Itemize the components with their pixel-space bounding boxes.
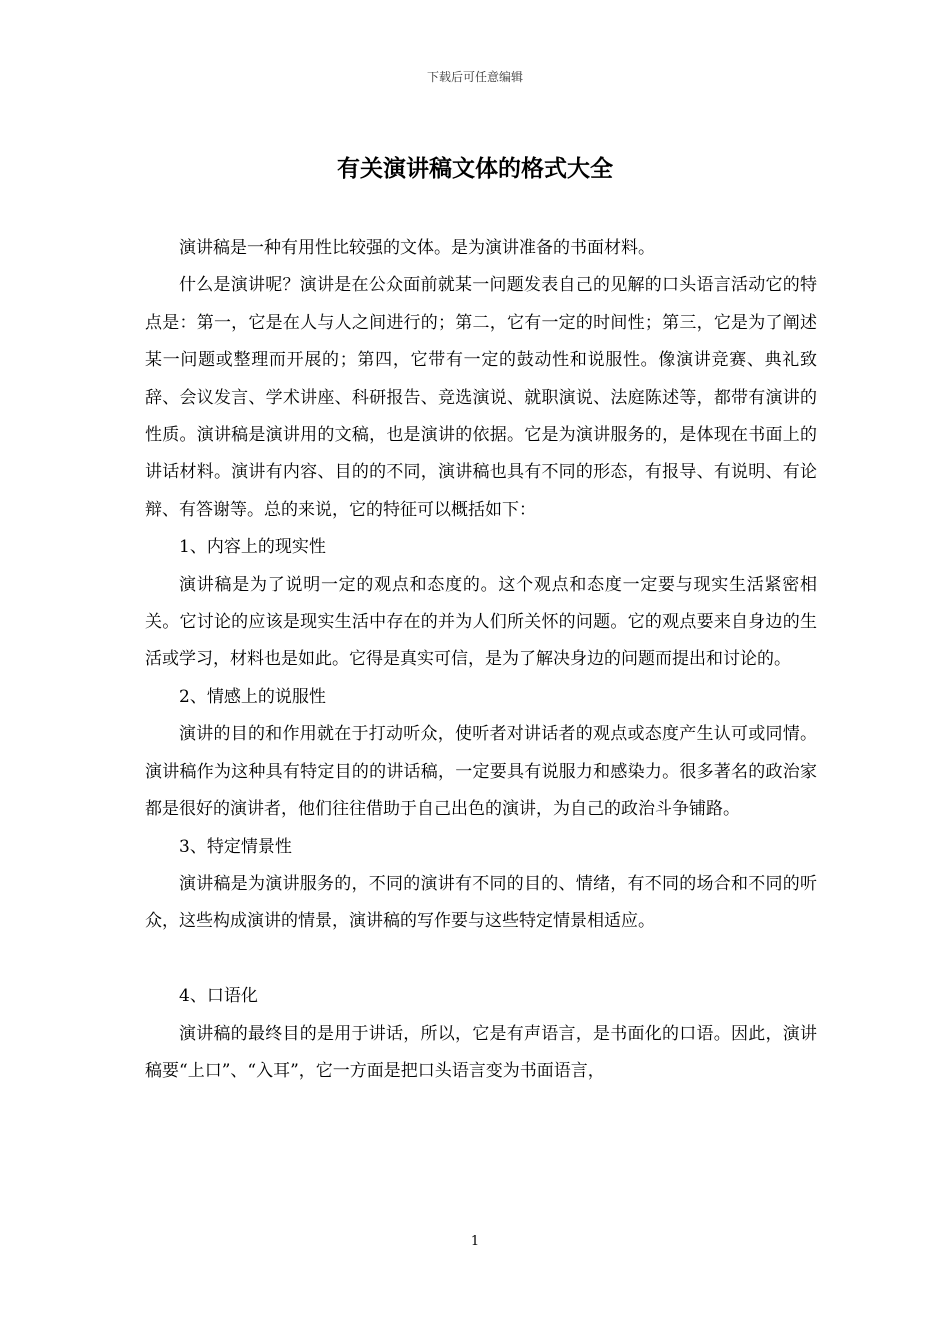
section-heading-1: 1、内容上的现实性 — [179, 537, 326, 558]
section-heading-4: 4、口语化 — [179, 986, 258, 1007]
section-heading-2: 2、情感上的说服性 — [179, 686, 326, 707]
blank-line — [145, 941, 817, 978]
section-heading-3: 3、特定情景性 — [179, 836, 292, 857]
paragraph-section-2: 演讲的目的和作用就在于打动听众，使听者对讲话者的观点或态度产生认可或同情。演讲稿作为这种具有特定目的的讲话稿，一定要具有说服力和感染力。很多著名的政治家都是很好的演讲者，他们往往借助于自己出色的演讲，为自己的政治斗争铺路。 — [145, 724, 817, 820]
page-number: 1 — [470, 1234, 480, 1249]
header-note: 下载后可任意编辑 — [426, 70, 523, 84]
paragraph-section-3: 演讲稿是为演讲服务的，不同的演讲有不同的目的、情绪，有不同的场合和不同的听众，这些构成演讲的情景，演讲稿的写作要与这些特定情景相适应。 — [145, 873, 817, 932]
paragraph-intro: 演讲稿是一种有用性比较强的文体。是为演讲准备的书面材料。 — [179, 238, 655, 258]
paragraph-what-is-speech: 什么是演讲呢？演讲是在公众面前就某一问题发表自己的见解的口头语言活动它的特点是：第一，它是在人与人之间进行的；第二，它有一定的时间性；第三，它是为了阐述某一问题或整理而开展的；第四，它带有一定的鼓动性和说服性。像演讲竞赛、典礼致辞、会议发言、学术讲座、科研报告、竞选演说、就职演说、法庭陈述等，都带有演讲的性质。演讲稿是演讲用的文稿，也是演讲的依据。它是为演讲服务的，是体现在书面上的讲话材料。演讲有内容、目的的不同，演讲稿也具有不同的形态，有报导、有说明、有论辩、有答谢等。总的来说，它的特征可以概括如下： — [145, 275, 817, 520]
paragraph-section-4: 演讲稿的最终目的是用于讲话，所以，它是有声语言，是书面化的口语。因此，演讲稿要“上口”、“入耳”，它一方面是把口头语言变为书面语言， — [145, 1023, 817, 1081]
document-title: 有关演讲稿文体的格式大全 — [337, 155, 613, 182]
document-body — [145, 230, 817, 1090]
paragraph-section-1: 演讲稿是为了说明一定的观点和态度的。这个观点和态度一定要与现实生活紧密相关。它讨论的应该是现实生活中存在的并为人们所关怀的问题。它的观点要来自身边的生活或学习，材料也是如此。它得是真实可信，是为了解决身边的问题而提出和讨论的。 — [145, 574, 817, 670]
